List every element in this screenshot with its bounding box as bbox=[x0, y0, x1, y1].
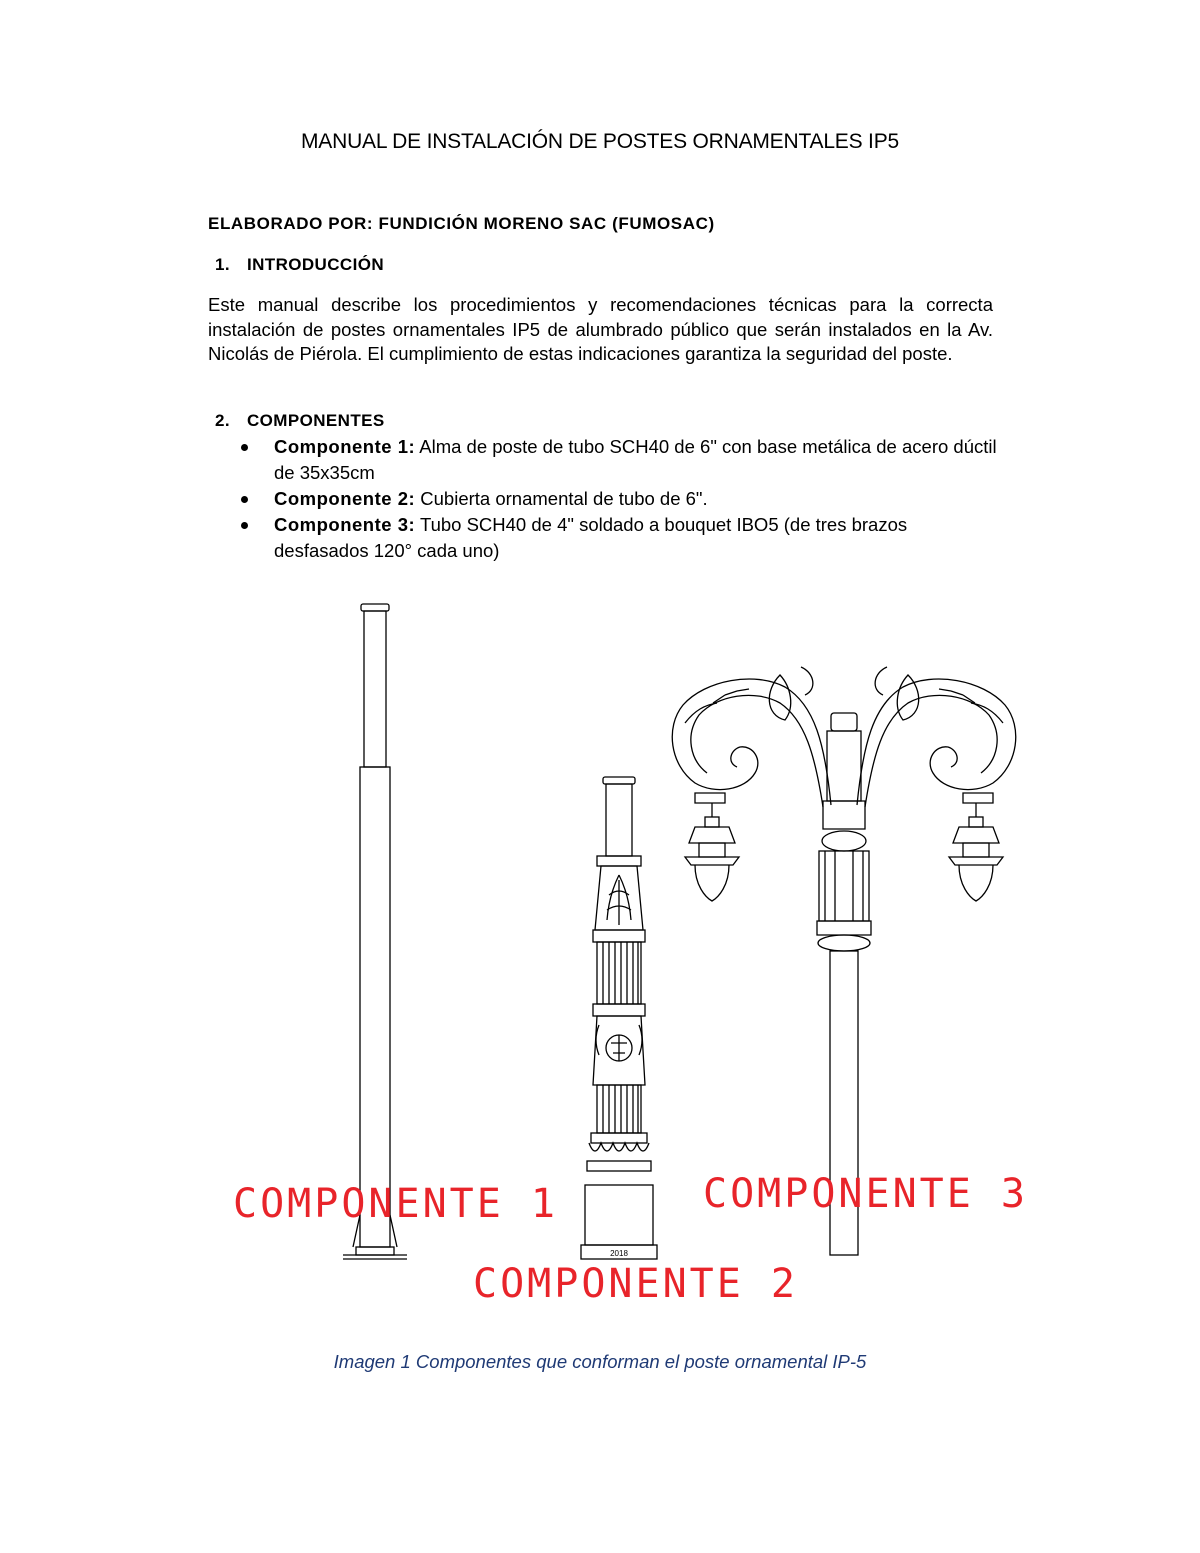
item-label: Componente 3: bbox=[274, 514, 416, 535]
bullet-icon bbox=[241, 496, 248, 503]
base-plate-text: 2018 bbox=[610, 1249, 628, 1258]
figure-caption: Imagen 1 Componentes que conforman el poste ornamental IP-5 bbox=[333, 1351, 867, 1372]
item-text: Cubierta ornamental de tubo de 6". bbox=[420, 488, 708, 509]
introduction-paragraph: Este manual describe los procedimientos y recomendaciones técnicas para la correcta instalación de postes ornamentales IP5 de alumbrado público que serán instalados en la Av. Nicolás de Piérola. El cumplimiento de estas indicaciones garantiza la seguridad del poste. bbox=[208, 294, 993, 364]
component-2-label: COMPONENTE 2 bbox=[473, 1261, 798, 1307]
section-number: 2. bbox=[215, 411, 230, 430]
component-1-pole-drawing bbox=[343, 604, 407, 1259]
item-label: Componente 1: bbox=[274, 436, 416, 457]
item-text: Tubo SCH40 de 4" soldado a bouquet IBO5 (de tres brazos desfasados 120° cada uno) bbox=[274, 514, 908, 561]
item-label: Componente 2: bbox=[274, 488, 416, 509]
components-list bbox=[238, 434, 998, 564]
component-1-label: COMPONENTE 1 bbox=[233, 1181, 558, 1227]
section-heading-introduccion bbox=[215, 255, 384, 275]
section-title: COMPONENTES bbox=[247, 411, 385, 430]
item-text: Alma de poste de tubo SCH40 de 6" con base metálica de acero dúctil de 35x35cm bbox=[274, 436, 997, 483]
component-3-bouquet-pole-drawing bbox=[672, 667, 1016, 1255]
author-line: ELABORADO POR: FUNDICIÓN MORENO SAC (FUMOSAC) bbox=[208, 214, 715, 233]
bullet-icon bbox=[241, 444, 248, 451]
section-heading-componentes bbox=[215, 411, 385, 431]
document-title: MANUAL DE INSTALACIÓN DE POSTES ORNAMENTALES IP5 bbox=[301, 130, 899, 153]
component-2-ornamental-cover-drawing bbox=[581, 777, 657, 1259]
list-item bbox=[238, 512, 998, 564]
list-item bbox=[238, 434, 998, 486]
component-3-label: COMPONENTE 3 bbox=[703, 1171, 1028, 1217]
bullet-icon bbox=[241, 522, 248, 529]
section-number: 1. bbox=[215, 255, 230, 274]
section-title: INTRODUCCIÓN bbox=[247, 255, 385, 274]
list-item bbox=[238, 486, 998, 512]
components-figure bbox=[225, 595, 1045, 1310]
